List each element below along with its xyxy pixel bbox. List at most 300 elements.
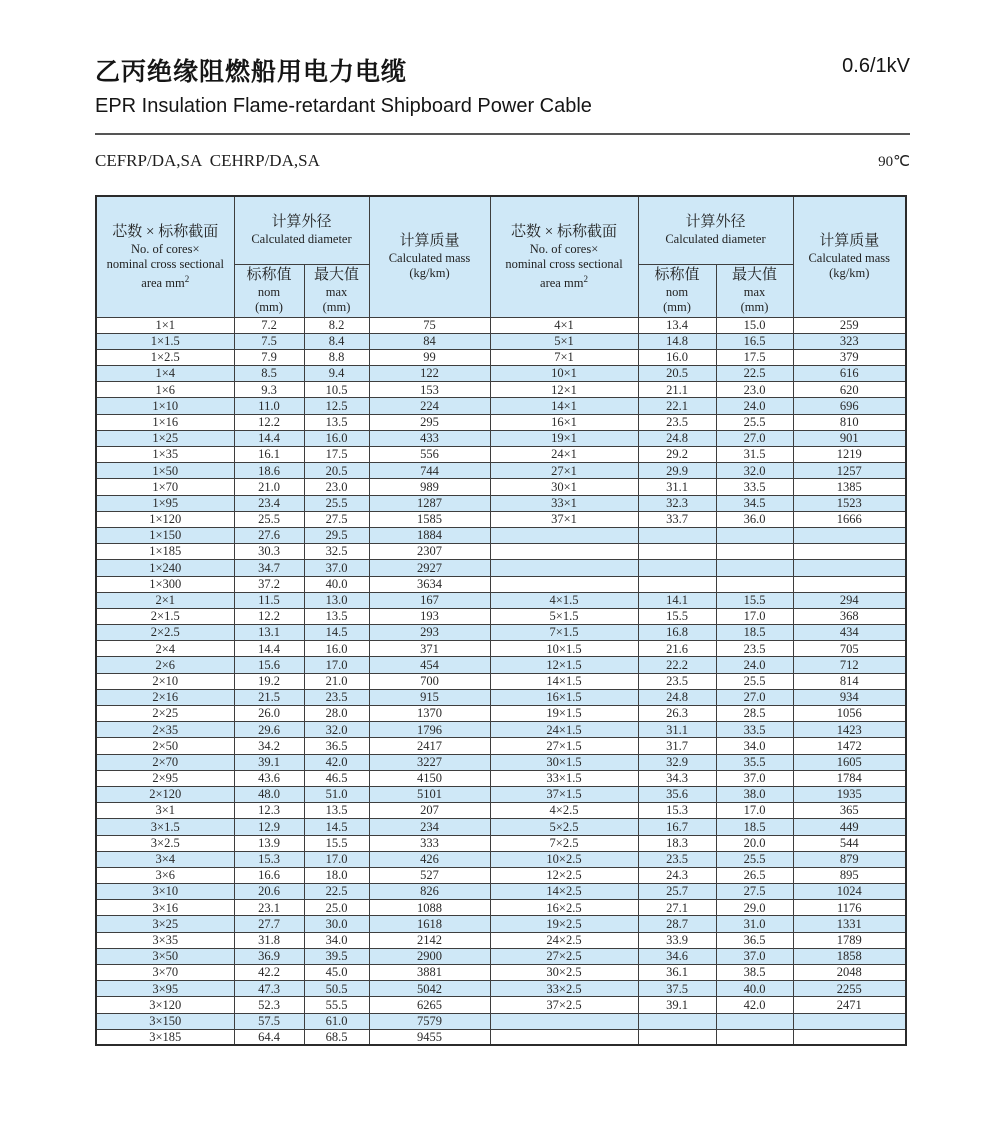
cell-diam-nom-right: 28.7 <box>638 916 716 932</box>
cell-diam-nom-left: 30.3 <box>234 544 304 560</box>
cell-diam-max-right: 24.0 <box>716 398 793 414</box>
header-label-unit: (mm) <box>663 300 691 314</box>
header-label-cn: 计算质量 <box>819 233 880 250</box>
cell-spec-left: 1×2.5 <box>96 349 234 365</box>
cell-diam-max-left: 36.5 <box>304 738 369 754</box>
cell-spec-left: 1×150 <box>96 527 234 543</box>
cell-diam-nom-left: 31.8 <box>234 932 304 948</box>
table-row <box>96 625 906 641</box>
cell-diam-nom-right: 37.5 <box>638 981 716 997</box>
cell-mass-left: 234 <box>369 819 490 835</box>
cell-spec-right: 5×2.5 <box>490 819 638 835</box>
cell-diam-max-left: 13.5 <box>304 803 369 819</box>
cell-diam-max-left: 13.5 <box>304 608 369 624</box>
cell-diam-max-right: 16.5 <box>716 333 793 349</box>
cell-diam-max-left: 23.5 <box>304 689 369 705</box>
cell-diam-max-left: 14.5 <box>304 819 369 835</box>
cell-diam-max-right: 37.0 <box>716 948 793 964</box>
cell-diam-nom-right <box>638 1013 716 1029</box>
cell-diam-max-right: 32.0 <box>716 463 793 479</box>
cell-diam-nom-left: 18.6 <box>234 463 304 479</box>
cell-diam-max-right: 17.0 <box>716 803 793 819</box>
col-header-spec-right <box>490 196 638 317</box>
header-superscript: 2 <box>583 273 588 284</box>
cell-spec-right <box>490 527 638 543</box>
model-row <box>95 151 910 171</box>
cell-spec-left: 3×4 <box>96 851 234 867</box>
cell-spec-left: 1×1.5 <box>96 333 234 349</box>
cell-diam-nom-left: 20.6 <box>234 884 304 900</box>
cell-diam-max-left: 51.0 <box>304 786 369 802</box>
cell-diam-max-right: 36.5 <box>716 932 793 948</box>
title-row <box>95 52 910 88</box>
cell-diam-nom-right <box>638 1029 716 1045</box>
cell-mass-right: 934 <box>793 689 906 705</box>
cell-diam-nom-left: 14.4 <box>234 641 304 657</box>
cell-diam-max-right: 25.5 <box>716 414 793 430</box>
cell-mass-left: 1585 <box>369 511 490 527</box>
cell-diam-max-left: 27.5 <box>304 511 369 527</box>
cell-diam-nom-right: 23.5 <box>638 414 716 430</box>
col-header-max-left <box>304 264 369 317</box>
cell-diam-max-right: 31.0 <box>716 916 793 932</box>
cell-diam-max-left: 23.0 <box>304 479 369 495</box>
cell-diam-nom-left: 19.2 <box>234 673 304 689</box>
cell-diam-max-left: 32.0 <box>304 722 369 738</box>
cell-mass-left: 333 <box>369 835 490 851</box>
cell-diam-nom-left: 7.5 <box>234 333 304 349</box>
cell-mass-left: 744 <box>369 463 490 479</box>
cell-spec-right: 4×1 <box>490 317 638 333</box>
cell-diam-nom-left: 12.2 <box>234 414 304 430</box>
cell-spec-right: 4×1.5 <box>490 592 638 608</box>
cell-mass-right <box>793 576 906 592</box>
table-row <box>96 754 906 770</box>
cell-mass-left: 153 <box>369 382 490 398</box>
cell-spec-right: 16×1 <box>490 414 638 430</box>
cell-spec-left: 1×6 <box>96 382 234 398</box>
cell-diam-max-right: 24.0 <box>716 657 793 673</box>
cell-mass-right: 620 <box>793 382 906 398</box>
cell-diam-nom-right: 32.9 <box>638 754 716 770</box>
cell-spec-right: 30×1.5 <box>490 754 638 770</box>
cell-mass-right: 1056 <box>793 706 906 722</box>
cell-diam-nom-left: 15.6 <box>234 657 304 673</box>
cell-diam-max-left: 16.0 <box>304 430 369 446</box>
cell-spec-right: 37×2.5 <box>490 997 638 1013</box>
table-row <box>96 819 906 835</box>
cell-diam-nom-right: 24.3 <box>638 867 716 883</box>
cell-diam-nom-left: 43.6 <box>234 770 304 786</box>
cell-mass-right: 705 <box>793 641 906 657</box>
cell-mass-right <box>793 1013 906 1029</box>
table-row <box>96 981 906 997</box>
cell-mass-left: 371 <box>369 641 490 657</box>
header-label-en <box>491 272 638 291</box>
spec-table-body <box>96 317 906 1045</box>
cell-diam-max-left: 13.0 <box>304 592 369 608</box>
cell-diam-max-left: 13.5 <box>304 414 369 430</box>
cell-diam-max-right <box>716 544 793 560</box>
cell-mass-right: 544 <box>793 835 906 851</box>
cell-diam-max-right: 27.0 <box>716 430 793 446</box>
cell-diam-max-right: 38.0 <box>716 786 793 802</box>
cell-diam-max-right: 22.5 <box>716 366 793 382</box>
cell-diam-max-right: 35.5 <box>716 754 793 770</box>
cell-diam-nom-right: 16.7 <box>638 819 716 835</box>
cell-mass-left: 2927 <box>369 560 490 576</box>
cell-mass-right: 1331 <box>793 916 906 932</box>
spec-table-header <box>96 196 906 317</box>
cell-diam-nom-left: 21.0 <box>234 479 304 495</box>
cell-mass-left: 2900 <box>369 948 490 964</box>
cell-diam-max-right: 34.5 <box>716 495 793 511</box>
cell-mass-left: 1796 <box>369 722 490 738</box>
header-label-en-text: area mm <box>141 275 185 290</box>
cell-diam-nom-right: 36.1 <box>638 965 716 981</box>
table-row <box>96 495 906 511</box>
header-superscript: 2 <box>184 273 190 284</box>
cell-mass-right: 1257 <box>793 463 906 479</box>
cell-mass-right: 1523 <box>793 495 906 511</box>
cell-diam-nom-left: 37.2 <box>234 576 304 592</box>
cell-diam-nom-right: 23.5 <box>638 673 716 689</box>
cell-spec-right <box>490 560 638 576</box>
cell-diam-nom-right: 32.3 <box>638 495 716 511</box>
cell-spec-left: 3×185 <box>96 1029 234 1045</box>
cell-diam-nom-left: 7.9 <box>234 349 304 365</box>
cell-diam-max-right: 29.0 <box>716 900 793 916</box>
cell-spec-right: 7×1.5 <box>490 625 638 641</box>
cell-mass-left: 3881 <box>369 965 490 981</box>
cell-mass-right <box>793 544 906 560</box>
cell-diam-max-left: 39.5 <box>304 948 369 964</box>
cell-diam-nom-right: 15.3 <box>638 803 716 819</box>
cell-diam-max-right: 26.5 <box>716 867 793 883</box>
cell-diam-nom-right: 18.3 <box>638 835 716 851</box>
cell-spec-left: 3×25 <box>96 916 234 932</box>
cell-diam-nom-left: 12.2 <box>234 608 304 624</box>
cell-diam-max-left: 42.0 <box>304 754 369 770</box>
cell-diam-max-right: 25.5 <box>716 673 793 689</box>
cell-spec-right: 10×1.5 <box>490 641 638 657</box>
cell-diam-nom-left: 47.3 <box>234 981 304 997</box>
cell-spec-right: 12×1.5 <box>490 657 638 673</box>
cell-diam-max-left: 40.0 <box>304 576 369 592</box>
cell-diam-max-right: 15.5 <box>716 592 793 608</box>
cell-diam-nom-right: 33.7 <box>638 511 716 527</box>
cell-spec-left: 1×300 <box>96 576 234 592</box>
cell-spec-left: 2×1.5 <box>96 608 234 624</box>
cell-diam-max-left: 17.0 <box>304 851 369 867</box>
cell-spec-left: 3×150 <box>96 1013 234 1029</box>
cell-diam-max-left: 46.5 <box>304 770 369 786</box>
page-title-en: EPR Insulation Flame-retardant Shipboard Power Cable <box>95 95 592 117</box>
header-label-en: Calculated diameter <box>665 232 766 247</box>
cell-mass-left: 3634 <box>369 576 490 592</box>
cell-diam-nom-right: 20.5 <box>638 366 716 382</box>
cell-mass-left: 1287 <box>369 495 490 511</box>
cell-diam-nom-left: 42.2 <box>234 965 304 981</box>
cell-diam-max-left: 18.0 <box>304 867 369 883</box>
table-row <box>96 479 906 495</box>
col-header-max-right <box>716 264 793 317</box>
cell-diam-max-left: 21.0 <box>304 673 369 689</box>
cell-mass-left: 915 <box>369 689 490 705</box>
cell-mass-left: 2307 <box>369 544 490 560</box>
col-header-mass-left <box>369 196 490 317</box>
cell-spec-left: 1×185 <box>96 544 234 560</box>
cell-diam-max-left: 68.5 <box>304 1029 369 1045</box>
cell-mass-right: 1472 <box>793 738 906 754</box>
cell-mass-right: 1605 <box>793 754 906 770</box>
cell-diam-nom-left: 8.5 <box>234 366 304 382</box>
cell-spec-left: 2×50 <box>96 738 234 754</box>
cell-mass-left: 75 <box>369 317 490 333</box>
table-row <box>96 997 906 1013</box>
cell-mass-left: 224 <box>369 398 490 414</box>
cell-diam-max-right: 15.0 <box>716 317 793 333</box>
cell-spec-right: 10×1 <box>490 366 638 382</box>
cell-spec-left: 1×240 <box>96 560 234 576</box>
cell-mass-left: 1618 <box>369 916 490 932</box>
cell-diam-nom-left: 12.9 <box>234 819 304 835</box>
table-row <box>96 803 906 819</box>
cell-mass-left: 84 <box>369 333 490 349</box>
table-row <box>96 948 906 964</box>
cell-diam-nom-left: 16.6 <box>234 867 304 883</box>
cell-spec-right: 24×1.5 <box>490 722 638 738</box>
cell-mass-left: 207 <box>369 803 490 819</box>
cell-diam-max-right: 17.0 <box>716 608 793 624</box>
header-label-cn: 计算外径 <box>685 214 746 231</box>
cell-diam-nom-right: 24.8 <box>638 689 716 705</box>
cell-diam-nom-right: 25.7 <box>638 884 716 900</box>
cell-spec-left: 3×1 <box>96 803 234 819</box>
cell-spec-right: 16×1.5 <box>490 689 638 705</box>
cell-diam-nom-left: 34.2 <box>234 738 304 754</box>
cell-diam-max-left: 17.5 <box>304 447 369 463</box>
cell-spec-left: 2×25 <box>96 706 234 722</box>
table-row <box>96 1013 906 1029</box>
cell-diam-nom-left: 12.3 <box>234 803 304 819</box>
cell-diam-max-right: 38.5 <box>716 965 793 981</box>
cell-spec-left: 1×120 <box>96 511 234 527</box>
cell-diam-max-left: 30.0 <box>304 916 369 932</box>
cell-spec-right: 14×2.5 <box>490 884 638 900</box>
cell-mass-right: 259 <box>793 317 906 333</box>
cell-mass-left: 1370 <box>369 706 490 722</box>
cell-diam-max-left: 28.0 <box>304 706 369 722</box>
cell-diam-max-right: 23.5 <box>716 641 793 657</box>
cell-spec-left: 2×35 <box>96 722 234 738</box>
cell-diam-nom-left: 64.4 <box>234 1029 304 1045</box>
cell-spec-right: 7×2.5 <box>490 835 638 851</box>
cell-spec-right <box>490 1013 638 1029</box>
cell-mass-left: 1088 <box>369 900 490 916</box>
cell-mass-left: 433 <box>369 430 490 446</box>
header-label-unit: (kg/km) <box>409 266 450 281</box>
cell-diam-max-right: 27.5 <box>716 884 793 900</box>
cell-mass-right: 712 <box>793 657 906 673</box>
cell-diam-max-right: 33.5 <box>716 479 793 495</box>
col-header-mass-right <box>793 196 906 317</box>
cell-diam-max-left: 12.5 <box>304 398 369 414</box>
cell-diam-nom-right: 26.3 <box>638 706 716 722</box>
table-row <box>96 366 906 382</box>
cell-diam-nom-right: 31.1 <box>638 479 716 495</box>
cell-spec-left: 3×120 <box>96 997 234 1013</box>
col-header-diameter-left <box>234 196 369 264</box>
header-label-en: max <box>743 285 766 299</box>
cell-spec-left: 2×70 <box>96 754 234 770</box>
spec-table <box>95 195 907 1046</box>
cell-diam-nom-right: 33.9 <box>638 932 716 948</box>
cell-spec-left: 2×2.5 <box>96 625 234 641</box>
cell-diam-nom-right: 34.6 <box>638 948 716 964</box>
cell-mass-right: 696 <box>793 398 906 414</box>
cell-spec-right: 33×2.5 <box>490 981 638 997</box>
cell-mass-left: 122 <box>369 366 490 382</box>
cell-diam-max-left: 8.2 <box>304 317 369 333</box>
table-row <box>96 965 906 981</box>
cell-spec-left: 1×16 <box>96 414 234 430</box>
cell-diam-nom-left: 14.4 <box>234 430 304 446</box>
col-header-diameter-right <box>638 196 793 264</box>
cell-diam-max-left: 45.0 <box>304 965 369 981</box>
cell-mass-left: 454 <box>369 657 490 673</box>
cell-diam-nom-right: 29.2 <box>638 447 716 463</box>
table-row <box>96 382 906 398</box>
cell-spec-left: 3×35 <box>96 932 234 948</box>
cell-mass-right: 1176 <box>793 900 906 916</box>
cell-mass-right: 901 <box>793 430 906 446</box>
table-row <box>96 317 906 333</box>
cell-spec-left: 2×120 <box>96 786 234 802</box>
cell-diam-max-right: 27.0 <box>716 689 793 705</box>
cell-spec-right: 30×2.5 <box>490 965 638 981</box>
cell-spec-left: 3×70 <box>96 965 234 981</box>
cell-diam-nom-right: 35.6 <box>638 786 716 802</box>
cell-diam-nom-left: 23.1 <box>234 900 304 916</box>
cell-diam-max-left: 22.5 <box>304 884 369 900</box>
cell-diam-nom-left: 39.1 <box>234 754 304 770</box>
cell-diam-max-right <box>716 560 793 576</box>
cell-diam-nom-right: 29.9 <box>638 463 716 479</box>
cell-spec-right: 30×1 <box>490 479 638 495</box>
table-row <box>96 673 906 689</box>
cell-mass-right: 1666 <box>793 511 906 527</box>
cell-mass-right: 2255 <box>793 981 906 997</box>
cell-diam-max-right: 33.5 <box>716 722 793 738</box>
cell-spec-right: 33×1 <box>490 495 638 511</box>
cell-diam-max-left: 37.0 <box>304 560 369 576</box>
cell-diam-nom-right: 21.1 <box>638 382 716 398</box>
cell-spec-right: 33×1.5 <box>490 770 638 786</box>
cell-mass-left: 700 <box>369 673 490 689</box>
cell-spec-right: 16×2.5 <box>490 900 638 916</box>
cell-mass-left: 7579 <box>369 1013 490 1029</box>
cell-mass-left: 295 <box>369 414 490 430</box>
header-label-en: max <box>325 285 348 299</box>
table-row <box>96 576 906 592</box>
table-row <box>96 592 906 608</box>
cell-mass-right: 1935 <box>793 786 906 802</box>
cell-spec-right: 5×1.5 <box>490 608 638 624</box>
cell-diam-max-left: 8.4 <box>304 333 369 349</box>
table-row <box>96 722 906 738</box>
cell-mass-right: 810 <box>793 414 906 430</box>
cell-spec-right: 14×1 <box>490 398 638 414</box>
cell-spec-left: 3×50 <box>96 948 234 964</box>
voltage-rating: 0.6/1kV <box>842 55 910 77</box>
cell-diam-nom-left: 27.6 <box>234 527 304 543</box>
header-label-cn: 芯数 × 标称截面 <box>511 223 617 240</box>
cell-spec-left: 2×95 <box>96 770 234 786</box>
cell-diam-max-left: 15.5 <box>304 835 369 851</box>
cell-spec-left: 1×70 <box>96 479 234 495</box>
table-row <box>96 916 906 932</box>
cell-spec-right: 24×1 <box>490 447 638 463</box>
cell-diam-nom-right: 24.8 <box>638 430 716 446</box>
table-row <box>96 900 906 916</box>
divider-rule <box>95 133 910 135</box>
header-label-cn: 标称值 <box>654 267 700 283</box>
col-header-spec-left <box>96 196 234 317</box>
cell-diam-max-left: 20.5 <box>304 463 369 479</box>
cell-spec-left: 1×25 <box>96 430 234 446</box>
header-label-unit: (mm) <box>322 300 351 314</box>
table-row <box>96 430 906 446</box>
cell-diam-nom-left: 29.6 <box>234 722 304 738</box>
cell-mass-left: 193 <box>369 608 490 624</box>
header-label-en: nominal cross sectional <box>505 256 623 271</box>
cell-diam-nom-right: 16.0 <box>638 349 716 365</box>
cell-mass-left: 2417 <box>369 738 490 754</box>
cell-mass-left: 426 <box>369 851 490 867</box>
cell-diam-max-left: 29.5 <box>304 527 369 543</box>
table-row <box>96 884 906 900</box>
header-label-en: No. of cores× <box>131 241 200 256</box>
cell-diam-nom-right <box>638 560 716 576</box>
table-row <box>96 738 906 754</box>
cell-spec-right: 19×1.5 <box>490 706 638 722</box>
header-label-en: Calculated mass <box>388 251 471 266</box>
cell-mass-left: 293 <box>369 625 490 641</box>
cell-diam-max-right: 36.0 <box>716 511 793 527</box>
cell-diam-nom-left: 13.1 <box>234 625 304 641</box>
cell-diam-max-left: 9.4 <box>304 366 369 382</box>
cell-spec-left: 1×95 <box>96 495 234 511</box>
cell-diam-max-left: 8.8 <box>304 349 369 365</box>
cell-diam-max-left: 61.0 <box>304 1013 369 1029</box>
cell-spec-left: 1×1 <box>96 317 234 333</box>
cell-diam-nom-left: 7.2 <box>234 317 304 333</box>
cell-diam-nom-left: 23.4 <box>234 495 304 511</box>
cell-diam-max-left: 16.0 <box>304 641 369 657</box>
doc-header <box>95 52 910 118</box>
model-codes: CEFRP/DA,SA CEHRP/DA,SA <box>95 151 320 170</box>
cell-diam-max-left: 55.5 <box>304 997 369 1013</box>
cell-mass-right: 2048 <box>793 965 906 981</box>
table-row <box>96 641 906 657</box>
cell-mass-right: 814 <box>793 673 906 689</box>
cell-mass-right: 1219 <box>793 447 906 463</box>
cell-spec-left: 3×95 <box>96 981 234 997</box>
cell-diam-nom-left: 25.5 <box>234 511 304 527</box>
table-row <box>96 867 906 883</box>
cell-mass-right <box>793 1029 906 1045</box>
